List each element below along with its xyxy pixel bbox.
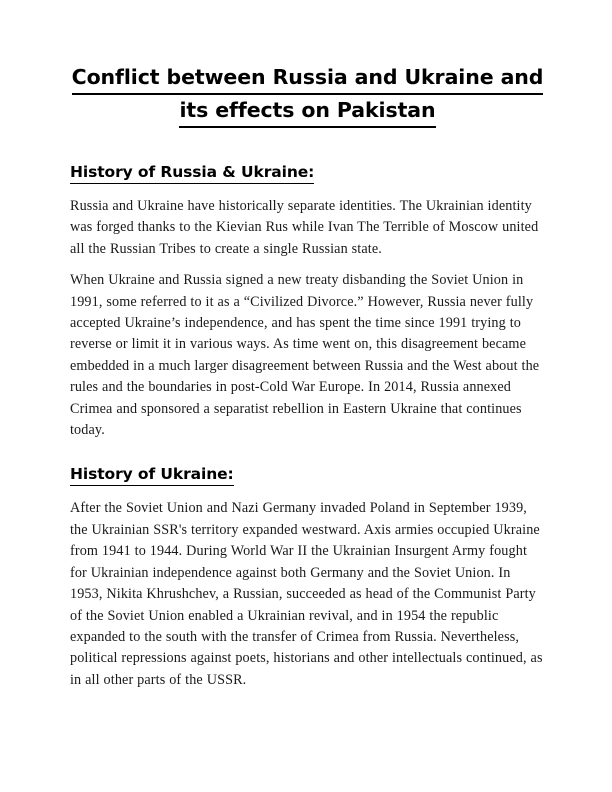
section-heading-history-of-russia-and-ukraine [70, 162, 545, 184]
section-heading-history-of-ukraine [70, 464, 545, 486]
section-history-of-ukraine [70, 464, 545, 691]
section-heading-text: History of Ukraine: [70, 464, 234, 486]
page-title-line-2: its effects on Pakistan [179, 95, 435, 128]
section-history-of-russia-and-ukraine [70, 162, 545, 441]
page-title-line-1: Conflict between Russia and Ukraine and [72, 62, 544, 95]
paragraph: When Ukraine and Russia signed a new treaty disbanding the Soviet Union in 1991, some referred to it as a “Civilized Divorce.” However, Russia never fully accepted Ukraine’s independence, and has spent the time since 1991 trying to reverse or limit it in various ways. As time went on, this disagreement became embedded in a much larger disagreement between Russia and the West about the rules and the boundaries in post-Cold War Europe. In 2014, Russia annexed Crimea and sponsored a separatist rebellion in Eastern Ukraine that continues today. [70, 272, 540, 439]
paragraph: Russia and Ukraine have historically separate identities. The Ukrainian identity was forged thanks to the Kievian Rus while Ivan The Terrible of Moscow united all the Russian Tribes to create a single Russian state. [70, 198, 539, 257]
paragraph: After the Soviet Union and Nazi Germany invaded Poland in September 1939, the Ukrainian SSR's territory expanded westward. Axis armies occupied Ukraine from 1941 to 1944. During World War II the Ukrainian Insurgent Army fought for Ukrainian independence against both Germany and the Soviet Union. In 1953, Nikita Khrushchev, a Russian, succeeded as head of the Communist Party of the Soviet Union enabled a Ukrainian revival, and in 1954 the republic expanded to the south with the transfer of Crimea from Russia. Nevertheless, political repressions against poets, historians and other intellectuals continued, as in all other parts of the USSR. [70, 500, 543, 688]
page-title [70, 62, 545, 128]
section-heading-text: History of Russia & Ukraine: [70, 162, 314, 184]
